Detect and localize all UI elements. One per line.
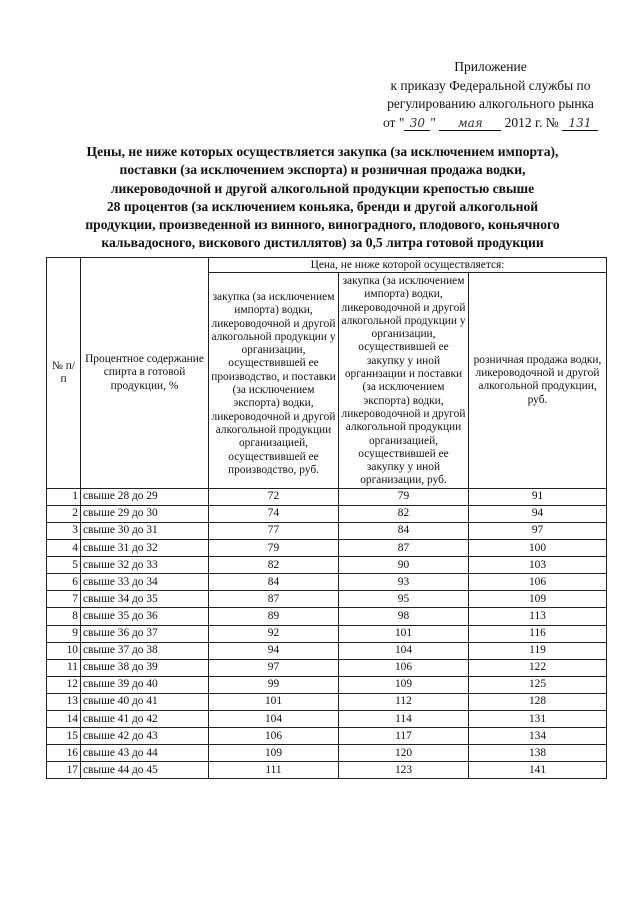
retail-price-cell: 103 bbox=[469, 557, 607, 574]
retail-price-cell: 134 bbox=[469, 728, 607, 745]
table-row bbox=[47, 710, 607, 727]
retail-price-cell: 97 bbox=[469, 522, 607, 539]
table-row bbox=[47, 591, 607, 608]
alcohol-range-cell: свыше 36 до 37 bbox=[81, 625, 209, 642]
alcohol-range-cell: свыше 40 до 41 bbox=[81, 693, 209, 710]
header-row-number: № п/п bbox=[47, 258, 81, 489]
reseller-price-cell: 117 bbox=[339, 728, 469, 745]
producer-price-cell: 104 bbox=[209, 710, 339, 727]
reseller-price-cell: 82 bbox=[339, 505, 469, 522]
retail-price-cell: 106 bbox=[469, 574, 607, 591]
table-row bbox=[47, 642, 607, 659]
title-line: продукции, произведенной из винного, виноградного, плодового, коньячного bbox=[85, 217, 560, 233]
row-number-cell: 6 bbox=[47, 574, 81, 591]
producer-price-cell: 109 bbox=[209, 745, 339, 762]
appendix-order-line: к приказу Федеральной службы по bbox=[390, 77, 591, 93]
alcohol-range-cell: свыше 29 до 30 bbox=[81, 505, 209, 522]
alcohol-range-cell: свыше 37 до 38 bbox=[81, 642, 209, 659]
reseller-price-cell: 123 bbox=[339, 762, 469, 779]
alcohol-range-cell: свыше 39 до 40 bbox=[81, 676, 209, 693]
row-number-cell: 16 bbox=[47, 745, 81, 762]
title-line: кальвадосного, вискового дистиллятов) за 0,5 литра готовой продукции bbox=[101, 235, 544, 251]
retail-price-cell: 119 bbox=[469, 642, 607, 659]
producer-price-cell: 79 bbox=[209, 540, 339, 557]
row-number-cell: 3 bbox=[47, 522, 81, 539]
row-number-cell: 9 bbox=[47, 625, 81, 642]
producer-price-cell: 72 bbox=[209, 488, 339, 505]
alcohol-range-cell: свыше 42 до 43 bbox=[81, 728, 209, 745]
title-line: 28 процентов (за исключением коньяка, бренди и другой алкогольной bbox=[106, 198, 539, 214]
reseller-price-cell: 112 bbox=[339, 693, 469, 710]
title-line: поставки (за исключением экспорта) и розничная продажа водки, bbox=[119, 162, 526, 178]
row-number-cell: 17 bbox=[47, 762, 81, 779]
retail-price-cell: 141 bbox=[469, 762, 607, 779]
title-line: ликероводочной и другой алкогольной продукции крепостью свыше bbox=[110, 180, 535, 196]
alcohol-range-cell: свыше 35 до 36 bbox=[81, 608, 209, 625]
row-number-cell: 10 bbox=[47, 642, 81, 659]
alcohol-range-cell: свыше 33 до 34 bbox=[81, 574, 209, 591]
table-row bbox=[47, 540, 607, 557]
reseller-price-cell: 109 bbox=[339, 676, 469, 693]
row-number-cell: 1 bbox=[47, 488, 81, 505]
retail-price-cell: 138 bbox=[469, 745, 607, 762]
alcohol-range-cell: свыше 30 до 31 bbox=[81, 522, 209, 539]
alcohol-range-cell: свыше 31 до 32 bbox=[81, 540, 209, 557]
date-year: 2012 г. № bbox=[504, 114, 559, 130]
alcohol-range-cell: свыше 34 до 35 bbox=[81, 591, 209, 608]
retail-price-cell: 91 bbox=[469, 488, 607, 505]
table-row bbox=[47, 762, 607, 779]
row-number-cell: 13 bbox=[47, 693, 81, 710]
table-body bbox=[47, 488, 607, 779]
table-row bbox=[47, 574, 607, 591]
row-number-cell: 11 bbox=[47, 659, 81, 676]
producer-price-cell: 87 bbox=[209, 591, 339, 608]
row-number-cell: 14 bbox=[47, 710, 81, 727]
reseller-price-cell: 87 bbox=[339, 540, 469, 557]
producer-price-cell: 99 bbox=[209, 676, 339, 693]
row-number-cell: 8 bbox=[47, 608, 81, 625]
appendix-heading: Приложение bbox=[454, 59, 527, 74]
table-row bbox=[47, 659, 607, 676]
row-number-cell: 12 bbox=[47, 676, 81, 693]
row-number-cell: 7 bbox=[47, 591, 81, 608]
table-row bbox=[47, 693, 607, 710]
reseller-price-cell: 114 bbox=[339, 710, 469, 727]
retail-price-cell: 125 bbox=[469, 676, 607, 693]
table-row bbox=[47, 608, 607, 625]
producer-price-cell: 82 bbox=[209, 557, 339, 574]
alcohol-range-cell: свыше 38 до 39 bbox=[81, 659, 209, 676]
reseller-price-cell: 79 bbox=[339, 488, 469, 505]
table-row bbox=[47, 505, 607, 522]
producer-price-cell: 101 bbox=[209, 693, 339, 710]
retail-price-cell: 131 bbox=[469, 710, 607, 727]
producer-price-cell: 77 bbox=[209, 522, 339, 539]
header-reseller-price: закупка (за исключением импорта) водки, ликероводочной и другой алкогольной продукции у организации, осуществившей ее закупку у иной организации и поставки (за исключением экспорта) водки, ликероводочной и другой алкогольной продукции организацией, осуществившей ее закупку у иной организации, руб. bbox=[339, 273, 469, 489]
reseller-price-cell: 90 bbox=[339, 557, 469, 574]
title-line: Цены, не ниже которых осуществляется закупка (за исключением импорта), bbox=[86, 144, 559, 159]
alcohol-range-cell: свыше 32 до 33 bbox=[81, 557, 209, 574]
appendix-block bbox=[383, 58, 598, 132]
reseller-price-cell: 101 bbox=[339, 625, 469, 642]
reseller-price-cell: 93 bbox=[339, 574, 469, 591]
alcohol-range-cell: свыше 41 до 42 bbox=[81, 710, 209, 727]
table-row bbox=[47, 745, 607, 762]
table-row bbox=[47, 728, 607, 745]
reseller-price-cell: 84 bbox=[339, 522, 469, 539]
header-price-group: Цена, не ниже которой осуществляется: bbox=[209, 258, 607, 273]
row-number-cell: 2 bbox=[47, 505, 81, 522]
reseller-price-cell: 106 bbox=[339, 659, 469, 676]
table-row bbox=[47, 488, 607, 505]
reseller-price-cell: 95 bbox=[339, 591, 469, 608]
table-row bbox=[47, 557, 607, 574]
producer-price-cell: 92 bbox=[209, 625, 339, 642]
alcohol-range-cell: свыше 43 до 44 bbox=[81, 745, 209, 762]
reseller-price-cell: 104 bbox=[339, 642, 469, 659]
table-row bbox=[47, 625, 607, 642]
table-row bbox=[47, 522, 607, 539]
retail-price-cell: 113 bbox=[469, 608, 607, 625]
alcohol-range-cell: свыше 44 до 45 bbox=[81, 762, 209, 779]
appendix-agency-line: регулированию алкогольного рынка bbox=[387, 96, 594, 111]
producer-price-cell: 84 bbox=[209, 574, 339, 591]
row-number-cell: 15 bbox=[47, 728, 81, 745]
producer-price-cell: 94 bbox=[209, 642, 339, 659]
row-number-cell: 4 bbox=[47, 540, 81, 557]
retail-price-cell: 100 bbox=[469, 540, 607, 557]
retail-price-cell: 128 bbox=[469, 693, 607, 710]
date-prefix: от " bbox=[382, 114, 405, 130]
alcohol-range-cell: свыше 28 до 29 bbox=[81, 488, 209, 505]
producer-price-cell: 97 bbox=[209, 659, 339, 676]
retail-price-cell: 94 bbox=[469, 505, 607, 522]
producer-price-cell: 89 bbox=[209, 608, 339, 625]
reseller-price-cell: 120 bbox=[339, 745, 469, 762]
price-table bbox=[46, 257, 607, 779]
table-row bbox=[47, 676, 607, 693]
producer-price-cell: 106 bbox=[209, 728, 339, 745]
producer-price-cell: 111 bbox=[209, 762, 339, 779]
date-day-handwritten: 30 bbox=[404, 116, 430, 131]
header-alcohol-percent: Процентное содержание спирта в готовой продукции, % bbox=[81, 258, 209, 489]
order-number-handwritten: 131 bbox=[562, 116, 598, 131]
header-producer-price: закупка (за исключением импорта) водки, ликероводочной и другой алкогольной продукции у организации, осуществившей ее производство, и поставки (за исключением экспорта) водки, ликероводочной и другой алкогольной продукции организацией, осуществившей ее производство, руб. bbox=[209, 273, 339, 489]
date-month-handwritten: мая bbox=[439, 116, 501, 131]
date-quote: " bbox=[430, 114, 436, 130]
retail-price-cell: 116 bbox=[469, 625, 607, 642]
appendix-date-line bbox=[383, 114, 598, 133]
producer-price-cell: 74 bbox=[209, 505, 339, 522]
document-title bbox=[40, 143, 605, 253]
row-number-cell: 5 bbox=[47, 557, 81, 574]
retail-price-cell: 122 bbox=[469, 659, 607, 676]
retail-price-cell: 109 bbox=[469, 591, 607, 608]
header-retail-price: розничная продажа водки, ликероводочной и другой алкогольной продукции, руб. bbox=[469, 273, 607, 489]
reseller-price-cell: 98 bbox=[339, 608, 469, 625]
